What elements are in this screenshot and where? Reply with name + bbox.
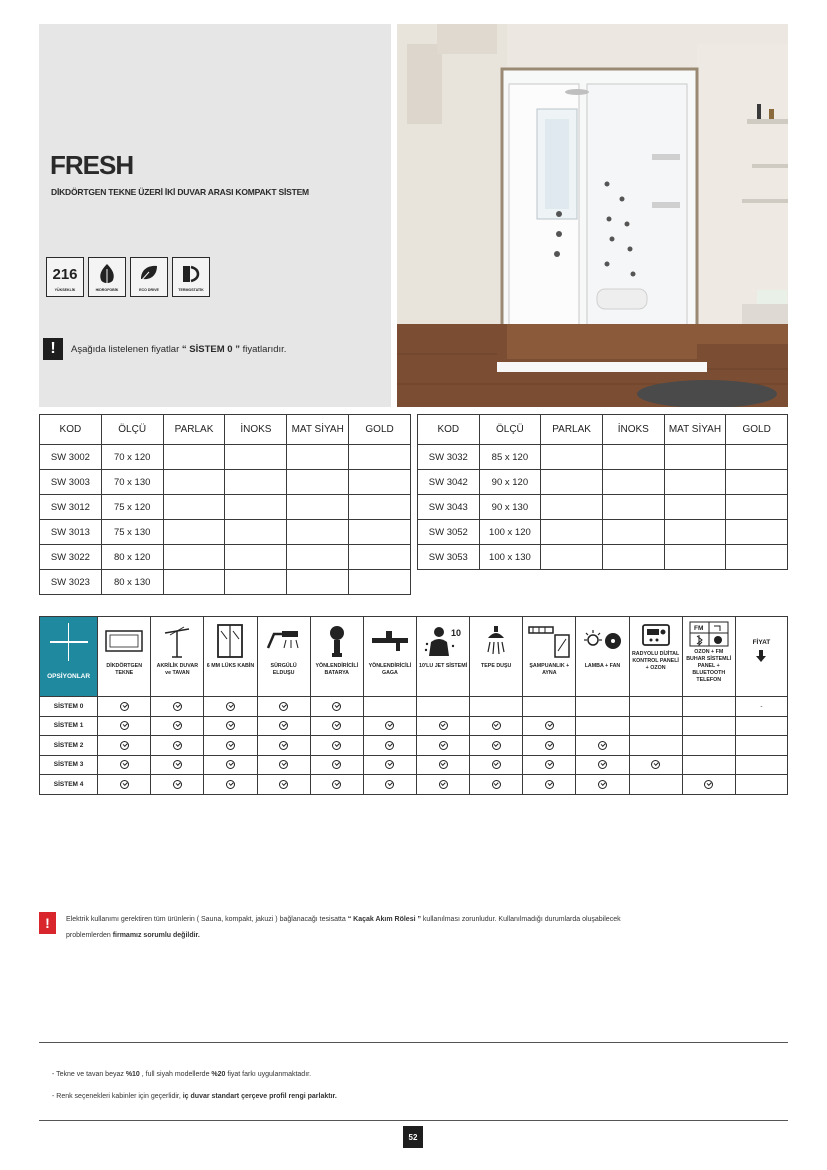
price-cell [349, 545, 411, 570]
check-icon [279, 721, 288, 730]
price-cell [664, 520, 726, 545]
kod-cell: SW 3043 [418, 495, 480, 520]
price-cell [602, 445, 664, 470]
olcu-cell: 75 x 120 [101, 495, 163, 520]
price-cell [726, 470, 788, 495]
price-cell [163, 520, 225, 545]
mixer-icon [311, 619, 363, 663]
header-mat-siyah: MAT SİYAH [664, 415, 726, 445]
option-cell [629, 755, 682, 775]
feature-label: ECO DRIVE [139, 288, 159, 292]
option-cell [204, 716, 257, 736]
option-cell [310, 697, 363, 717]
option-cell [363, 697, 416, 717]
option-cell [98, 755, 151, 775]
option-cell [257, 697, 310, 717]
height-216-icon: 216 [52, 265, 78, 283]
option-cell [151, 716, 204, 736]
option-cell [204, 736, 257, 756]
option-cell [523, 697, 576, 717]
price-cell [287, 520, 349, 545]
check-icon [332, 780, 341, 789]
check-icon [598, 780, 607, 789]
olcu-cell: 75 x 130 [101, 520, 163, 545]
price-cell [163, 570, 225, 595]
price-cell [225, 495, 287, 520]
system-price: - [735, 697, 787, 717]
price-cell [163, 445, 225, 470]
warning-icon: ! [39, 912, 56, 934]
option-cell [310, 775, 363, 795]
check-icon [279, 780, 288, 789]
price-cell [726, 445, 788, 470]
check-icon [120, 721, 129, 730]
arrow-down-icon [736, 650, 787, 664]
option-cell [523, 716, 576, 736]
check-icon [598, 741, 607, 750]
option-label: RADYOLU DİJİTAL KONTROL PANELİ + OZON [631, 651, 680, 671]
price-cell [664, 495, 726, 520]
product-title: FRESH [50, 150, 134, 180]
option-cell [363, 755, 416, 775]
divider [39, 1042, 788, 1043]
check-icon [704, 780, 713, 789]
option-cell [576, 736, 629, 756]
note-text: , full siyah modellerde [139, 1071, 212, 1078]
cabin-glass-icon [204, 619, 256, 663]
product-photo [397, 24, 788, 407]
warning-text-b: kullanılması zorunludur. Kullanılmadığı durumlarda oluşabilecek [420, 916, 621, 923]
check-icon [173, 702, 182, 711]
price-cell [287, 495, 349, 520]
olcu-cell: 70 x 130 [101, 470, 163, 495]
option-header [416, 617, 469, 697]
olcu-cell: 100 x 120 [479, 520, 541, 545]
option-cell [682, 697, 735, 717]
option-cell [629, 716, 682, 736]
option-row [40, 775, 788, 795]
lamp-fan-icon [576, 619, 628, 663]
footnote-2 [52, 1086, 337, 1108]
price-cell [163, 470, 225, 495]
option-label: SÜRGÜLÜ ELDUŞU [270, 663, 297, 676]
rain-shower-icon [470, 619, 522, 663]
kod-cell: SW 3003 [40, 470, 102, 495]
price-cell [602, 495, 664, 520]
footnote-1 [52, 1064, 337, 1086]
check-icon [332, 760, 341, 769]
option-cell [151, 736, 204, 756]
header-parlak: PARLAK [541, 415, 603, 445]
option-label: 10'LU JET SİSTEMİ [419, 663, 468, 669]
check-icon [120, 741, 129, 750]
price-cell [602, 520, 664, 545]
price-cell [726, 495, 788, 520]
header-mat-siyah: MAT SİYAH [287, 415, 349, 445]
faucet-icon [364, 619, 416, 663]
check-icon [385, 760, 394, 769]
option-header [576, 617, 629, 697]
option-cell [151, 775, 204, 795]
option-header [470, 617, 523, 697]
option-cell [629, 736, 682, 756]
price-notice [43, 338, 286, 360]
notice-suffix: fiyatlarıdır. [239, 343, 287, 355]
system-label: SİSTEM 2 [40, 736, 98, 756]
check-icon [279, 741, 288, 750]
header-inoks: İNOKS [602, 415, 664, 445]
option-cell [416, 697, 469, 717]
option-label: OZON + FM BUHAR SİSTEMLİ PANEL + BLUETOOTH TELEFON [686, 649, 732, 683]
check-icon [332, 721, 341, 730]
check-icon [439, 721, 448, 730]
price-cell [163, 495, 225, 520]
note-text: - Tekne ve tavan beyaz [52, 1071, 126, 1078]
radio-panel-icon [630, 619, 682, 651]
check-icon [545, 721, 554, 730]
jets-icon [417, 619, 469, 663]
option-cell [151, 697, 204, 717]
product-subtitle: DİKDÖRTGEN TEKNE ÜZERİ İKİ DUVAR ARASI KOMPAKT SİSTEM [51, 187, 309, 197]
header-inoks: İNOKS [225, 415, 287, 445]
olcu-cell: 85 x 120 [479, 445, 541, 470]
header-olcu: ÖLÇÜ [479, 415, 541, 445]
check-icon [226, 741, 235, 750]
option-cell [523, 755, 576, 775]
header-olcu: ÖLÇÜ [101, 415, 163, 445]
option-header [523, 617, 576, 697]
check-icon [120, 780, 129, 789]
note-text: - Renk seçenekleri kabinler için geçerlidir, [52, 1093, 183, 1100]
check-icon [492, 760, 501, 769]
price-cell [664, 445, 726, 470]
warning-text-c: problemlerden [66, 932, 113, 939]
price-cell [726, 545, 788, 570]
option-row [40, 697, 788, 717]
feature-badge-thermostat [172, 257, 210, 297]
kod-cell: SW 3012 [40, 495, 102, 520]
option-label: LAMBA + FAN [584, 663, 621, 669]
check-icon [492, 741, 501, 750]
system-label: SİSTEM 3 [40, 755, 98, 775]
note-bold: %10 [125, 1071, 140, 1078]
check-icon [545, 780, 554, 789]
option-cell [310, 755, 363, 775]
check-icon [385, 721, 394, 730]
table-row [40, 545, 411, 570]
option-cell [629, 697, 682, 717]
option-cell [416, 736, 469, 756]
header-kod: KOD [40, 415, 102, 445]
price-cell [225, 545, 287, 570]
option-header [629, 617, 682, 697]
check-icon [439, 780, 448, 789]
price-cell [349, 470, 411, 495]
plus-icon [44, 621, 94, 663]
olcu-cell: 100 x 130 [479, 545, 541, 570]
option-header [310, 617, 363, 697]
note-bold: iç duvar standart çerçeve profil rengi parlaktır. [182, 1093, 337, 1100]
table-row [40, 520, 411, 545]
kod-cell: SW 3052 [418, 520, 480, 545]
price-header [735, 617, 787, 697]
check-icon [173, 760, 182, 769]
hydro-leaf-icon [98, 262, 116, 286]
option-cell [310, 716, 363, 736]
option-cell [576, 716, 629, 736]
system-price [735, 775, 787, 795]
header-parlak: PARLAK [163, 415, 225, 445]
feature-badge-height [46, 257, 84, 297]
ceiling-shower-icon [151, 619, 203, 663]
price-cell [225, 445, 287, 470]
check-icon [492, 721, 501, 730]
check-icon [279, 702, 288, 711]
check-icon [173, 721, 182, 730]
price-table-left [39, 414, 411, 595]
price-cell [541, 470, 603, 495]
option-cell [363, 736, 416, 756]
option-label: DİKDÖRTGEN TEKNE [106, 663, 143, 676]
option-cell [257, 716, 310, 736]
check-icon [173, 741, 182, 750]
system-price [735, 716, 787, 736]
option-cell [523, 775, 576, 795]
table-row [40, 495, 411, 520]
option-header [151, 617, 204, 697]
kod-cell: SW 3013 [40, 520, 102, 545]
check-icon [120, 702, 129, 711]
option-cell [576, 755, 629, 775]
check-icon [545, 741, 554, 750]
price-table-right [417, 414, 788, 570]
note-bold: %20 [211, 1071, 226, 1078]
option-cell [470, 736, 523, 756]
options-corner [40, 617, 98, 697]
check-icon [439, 760, 448, 769]
system-price [735, 736, 787, 756]
header-kod: KOD [418, 415, 480, 445]
price-cell [225, 470, 287, 495]
price-label: FİYAT [752, 639, 771, 646]
price-cell [349, 445, 411, 470]
system-label: SİSTEM 4 [40, 775, 98, 795]
kod-cell: SW 3022 [40, 545, 102, 570]
options-table [39, 616, 788, 795]
olcu-cell: 90 x 120 [479, 470, 541, 495]
divider [39, 1120, 788, 1121]
notice-highlight: “ SİSTEM 0 ” [181, 343, 240, 355]
option-row [40, 755, 788, 775]
option-label: YÖNLENDİRİCİLİ BATARYA [315, 663, 359, 676]
option-row [40, 716, 788, 736]
check-icon [492, 780, 501, 789]
option-header [363, 617, 416, 697]
check-icon [120, 760, 129, 769]
olcu-cell: 90 x 130 [479, 495, 541, 520]
check-icon [598, 760, 607, 769]
eco-leaf-icon [137, 262, 161, 286]
price-cell [349, 520, 411, 545]
price-cell [287, 545, 349, 570]
table-row [418, 445, 788, 470]
footnotes [52, 1064, 337, 1108]
kod-cell: SW 3042 [418, 470, 480, 495]
table-row [40, 570, 411, 595]
option-cell [470, 775, 523, 795]
option-header [682, 617, 735, 697]
olcu-cell: 80 x 130 [101, 570, 163, 595]
kod-cell: SW 3053 [418, 545, 480, 570]
system-price [735, 755, 787, 775]
option-cell [204, 755, 257, 775]
price-cell [287, 470, 349, 495]
option-header [257, 617, 310, 697]
feature-badge-eco [130, 257, 168, 297]
option-cell [629, 775, 682, 795]
price-cell [349, 495, 411, 520]
price-cell [287, 570, 349, 595]
shelf-mirror-icon [523, 619, 575, 663]
warning-text-a: Elektrik kullanımı gerektiren tüm ürünlerin ( Sauna, kompakt, jakuzi ) bağlanacağı tesisatta [66, 916, 348, 923]
option-cell [151, 755, 204, 775]
option-cell [523, 736, 576, 756]
notice-prefix: Aşağıda listelenen fiyatlar [71, 343, 182, 355]
option-cell [416, 716, 469, 736]
check-icon [332, 741, 341, 750]
option-cell [576, 697, 629, 717]
option-label: YÖNLENDİRİCİLİ GAGA [368, 663, 412, 676]
option-cell [310, 736, 363, 756]
check-icon [226, 780, 235, 789]
option-cell [682, 775, 735, 795]
check-icon [332, 702, 341, 711]
price-cell [726, 520, 788, 545]
table-row [40, 445, 411, 470]
check-icon [651, 760, 660, 769]
price-cell [287, 445, 349, 470]
check-icon [226, 721, 235, 730]
svg-text:10: 10 [451, 628, 462, 638]
warning-block [39, 912, 766, 944]
feature-badge-hydrophobic [88, 257, 126, 297]
option-cell [257, 736, 310, 756]
feature-label: YÜKSEKLİK [54, 288, 76, 292]
option-cell [682, 736, 735, 756]
option-cell [257, 755, 310, 775]
feature-label: HIDROFOBİK [95, 288, 119, 292]
price-cell [541, 495, 603, 520]
option-cell [416, 775, 469, 795]
option-cell [470, 697, 523, 717]
option-cell [204, 697, 257, 717]
table-row [418, 470, 788, 495]
option-cell [98, 716, 151, 736]
table-row [418, 520, 788, 545]
check-icon [385, 780, 394, 789]
option-cell [576, 775, 629, 795]
option-cell [98, 775, 151, 795]
check-icon [545, 760, 554, 769]
hand-shower-icon [258, 619, 310, 663]
price-cell [541, 445, 603, 470]
olcu-cell: 70 x 120 [101, 445, 163, 470]
thermostat-icon [180, 262, 202, 286]
system-label: SİSTEM 0 [40, 697, 98, 717]
price-cell [225, 520, 287, 545]
option-label: 6 MM LÜKS KABİN [206, 663, 255, 669]
options-label: OPSİYONLAR [47, 673, 91, 680]
check-icon [173, 780, 182, 789]
option-cell [363, 716, 416, 736]
note-text: fiyat farkı uygulanmaktadır. [225, 1071, 312, 1078]
price-cell [602, 545, 664, 570]
kod-cell: SW 3023 [40, 570, 102, 595]
check-icon [226, 760, 235, 769]
table-row [40, 470, 411, 495]
option-cell [470, 716, 523, 736]
option-header [98, 617, 151, 697]
price-cell [349, 570, 411, 595]
olcu-cell: 80 x 120 [101, 545, 163, 570]
price-cell [664, 545, 726, 570]
kod-cell: SW 3002 [40, 445, 102, 470]
header-gold: GOLD [349, 415, 411, 445]
warning-bold-a: “ Kaçak Akım Rölesi ” [347, 916, 421, 923]
warning-bold-b: firmamız sorumlu değildir. [112, 932, 200, 939]
price-cell [541, 545, 603, 570]
option-row [40, 736, 788, 756]
option-cell [682, 716, 735, 736]
tray-icon [98, 619, 150, 663]
svg-text:FM: FM [693, 625, 704, 632]
kod-cell: SW 3032 [418, 445, 480, 470]
exclamation-icon: ! [43, 338, 63, 360]
price-cell [664, 470, 726, 495]
price-cell [163, 545, 225, 570]
option-cell [204, 775, 257, 795]
page-number: 52 [403, 1126, 423, 1148]
check-icon [226, 702, 235, 711]
price-cell [602, 470, 664, 495]
option-cell [470, 755, 523, 775]
feature-badges [46, 257, 210, 297]
check-icon [279, 760, 288, 769]
option-label: AKRİLİK DUVAR ve TAVAN [156, 663, 199, 676]
header-gold: GOLD [726, 415, 788, 445]
option-cell [416, 755, 469, 775]
check-icon [439, 741, 448, 750]
table-row [418, 495, 788, 520]
table-row [418, 545, 788, 570]
option-cell [98, 697, 151, 717]
price-cell [541, 520, 603, 545]
option-label: TEPE DUŞU [481, 663, 512, 669]
option-cell [682, 755, 735, 775]
option-cell [98, 736, 151, 756]
option-header [204, 617, 257, 697]
option-cell [363, 775, 416, 795]
bluetooth-panel-icon [683, 619, 735, 649]
option-label: ŞAMPUANLIK + AYNA [529, 663, 570, 676]
system-label: SİSTEM 1 [40, 716, 98, 736]
feature-label: TERMOSTATİK [178, 288, 204, 292]
price-cell [225, 570, 287, 595]
option-cell [257, 775, 310, 795]
check-icon [385, 741, 394, 750]
